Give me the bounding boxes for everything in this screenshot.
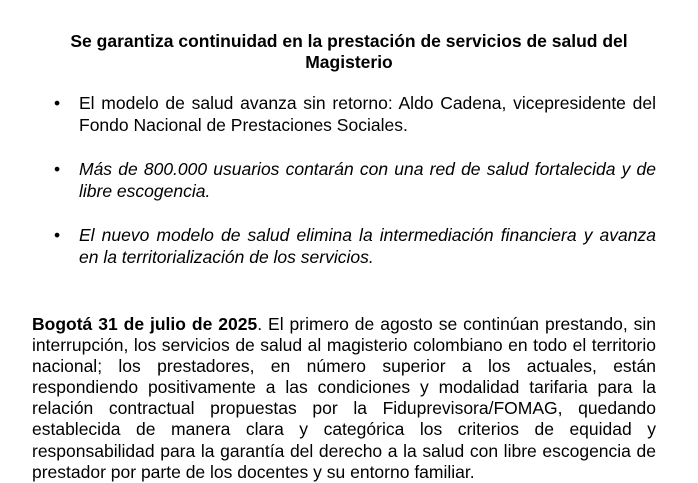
bullet-item-2 [0, 159, 698, 202]
bullet-marker: • [54, 93, 61, 113]
bullet-marker: • [54, 159, 61, 179]
bullet-text: El modelo de salud avanza sin retorno: Aldo Cadena, vicepresidente del Fondo Nacional de Prestaciones Sociales. [79, 93, 656, 135]
bullet-marker: • [54, 225, 61, 245]
body-paragraph [32, 314, 656, 483]
highlights-list [0, 93, 698, 291]
page-title: Se garantiza continuidad en la prestación de servicios de salud del Magisterio [70, 31, 628, 72]
bullet-text: Más de 800.000 usuarios contarán con una red de salud fortalecida y de libre escogencia. [79, 159, 656, 201]
paragraph-text: . El primero de agosto se continúan prestando, sin interrupción, los servicios de salud al magisterio colombiano en todo el territorio nacional; los prestadores, en número superior a los actuales, están respondiendo positivamente a las condiciones y modalidad tarifaria para la relación contractual propuestas por la Fiduprevisora/FOMAG, quedando establecida de manera clara y categórica los criterios de equidad y responsabilidad para la garantía del derecho a la salud con libre escogencia de prestador por parte de los docentes y su entorno familiar. [32, 314, 656, 482]
bullet-item-1 [0, 93, 698, 136]
dateline: Bogotá 31 de julio de 2025 [32, 314, 258, 334]
bullet-text: El nuevo modelo de salud elimina la intermediación financiera y avanza en la territorialización de los servicios. [79, 225, 656, 267]
bullet-item-3 [0, 225, 698, 268]
